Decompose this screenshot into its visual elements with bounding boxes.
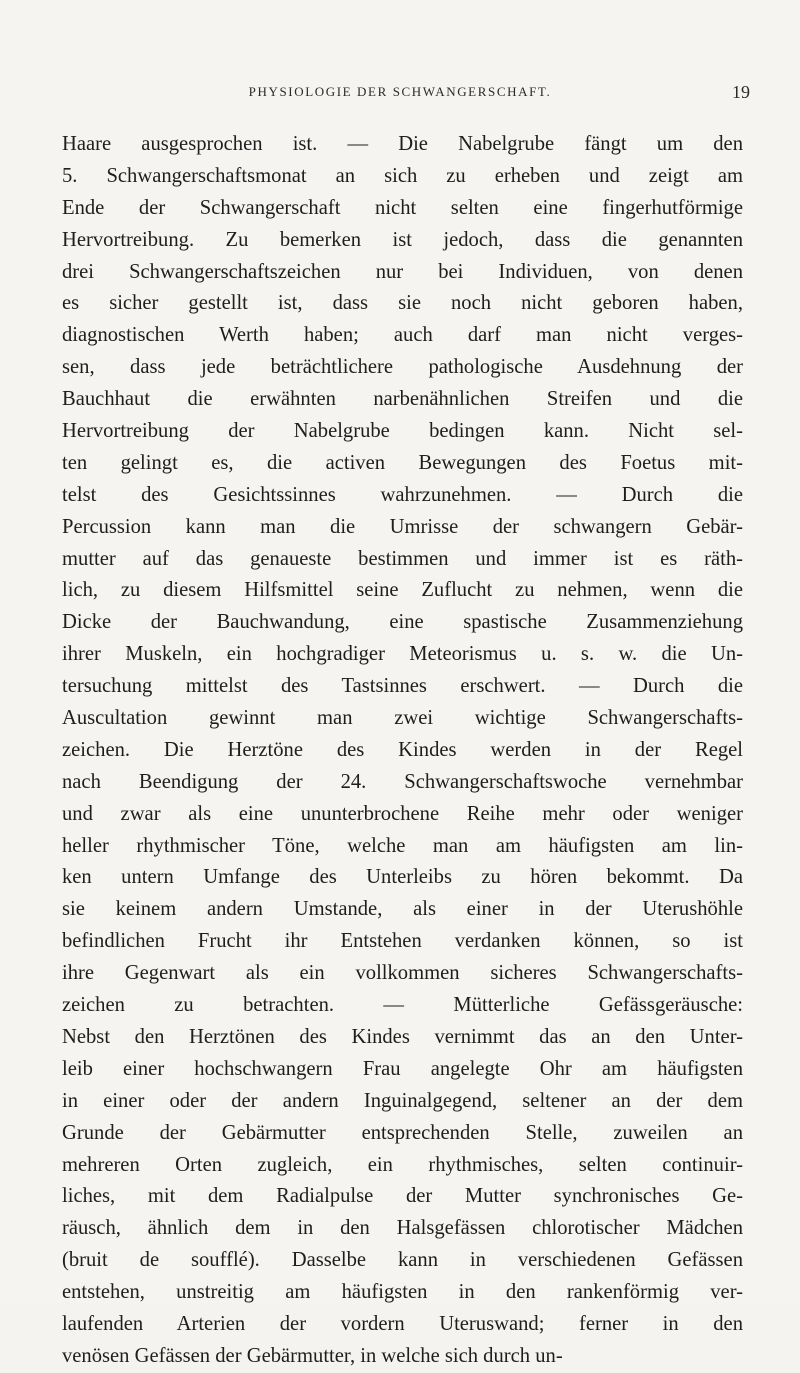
text-line: Haare ausgesprochen ist. — Die Nabelgrube fängt um den xyxy=(62,133,743,155)
text-line: Percussion kann man die Umrisse der schwangern Gebär- xyxy=(62,515,743,538)
text-line: nach Beendigung der 24. Schwangerschaftswoche vernehmbar xyxy=(62,770,743,793)
text-line: leib einer hochschwangern Frau angelegte Ohr am häufigsten xyxy=(62,1057,743,1080)
text-line: ihre Gegenwart als ein vollkommen sicheres Schwangerschafts- xyxy=(62,962,743,985)
text-line: laufenden Arterien der vordern Uteruswand; ferner in den xyxy=(62,1312,743,1335)
text-line: Hervortreibung der Nabelgrube bedingen kann. Nicht sel- xyxy=(62,420,743,443)
text-line: drei Schwangerschaftszeichen nur bei Individuen, von denen xyxy=(62,260,743,283)
text-line: mutter auf das genaueste bestimmen und immer ist es räth- xyxy=(62,547,743,570)
text-line: zeichen. Die Herztöne des Kindes werden in der Regel xyxy=(62,738,743,761)
text-line: Bauchhaut die erwähnten narbenähnlichen Streifen und die xyxy=(62,388,743,411)
text-line: ihrer Muskeln, ein hochgradiger Meteorismus u. s. w. die Un- xyxy=(62,643,743,666)
text-line: befindlichen Frucht ihr Entstehen verdanken können, so ist xyxy=(62,930,743,953)
text-line: in einer oder der andern Inguinalgegend, seltener an der dem xyxy=(62,1089,743,1112)
text-line: es sicher gestellt ist, dass sie noch nicht geboren haben, xyxy=(62,292,743,315)
text-line: zeichen zu betrachten. — Mütterliche Gefässgeräusche: xyxy=(62,994,743,1017)
running-title: PHYSIOLOGIE DER SCHWANGERSCHAFT. xyxy=(248,84,552,99)
text-line: räusch, ähnlich dem in den Halsgefässen chlorotischer Mädchen xyxy=(62,1217,743,1240)
text-line: und zwar als eine ununterbrochene Reihe mehr oder weniger xyxy=(62,802,743,825)
text-line: Grunde der Gebärmutter entsprechenden Stelle, zuweilen an xyxy=(62,1121,743,1144)
text-line: 5. Schwangerschaftsmonat an sich zu erheben und zeigt am xyxy=(62,164,743,187)
text-line: sen, dass jede beträchtlichere pathologische Ausdehnung der xyxy=(62,356,743,379)
text-line: heller rhythmischer Töne, welche man am häufigsten am lin- xyxy=(62,834,743,857)
text-line: liches, mit dem Radialpulse der Mutter synchronisches Ge- xyxy=(62,1185,743,1208)
text-line: diagnostischen Werth haben; auch darf man nicht verges- xyxy=(62,324,743,347)
text-line: ken untern Umfange des Unterleibs zu hören bekommt. Da xyxy=(62,866,743,889)
text-line: mehreren Orten zugleich, ein rhythmisches, selten continuir- xyxy=(62,1153,743,1176)
text-line: (bruit de soufflé). Dasselbe kann in verschiedenen Gefässen xyxy=(62,1249,743,1272)
text-line: tersuchung mittelst des Tastsinnes erschwert. — Durch die xyxy=(62,675,743,698)
text-line: lich, zu diesem Hilfsmittel seine Zuflucht zu nehmen, wenn die xyxy=(62,579,743,602)
text-line: telst des Gesichtssinnes wahrzunehmen. — Durch die xyxy=(62,483,743,506)
text-line: Dicke der Bauchwandung, eine spastische Zusammenziehung xyxy=(62,611,743,634)
body-text xyxy=(62,129,743,1373)
page-number: 19 xyxy=(732,82,750,102)
text-line: Auscultation gewinnt man zwei wichtige Schwangerschafts- xyxy=(62,707,743,730)
text-line: sie keinem andern Umstande, als einer in der Uterushöhle xyxy=(62,898,743,921)
text-line: Hervortreibung. Zu bemerken ist jedoch, dass die genannten xyxy=(62,228,743,251)
text-line: Nebst den Herztönen des Kindes vernimmt das an den Unter- xyxy=(62,1025,743,1048)
text-line: entstehen, unstreitig am häufigsten in den rankenförmig ver- xyxy=(62,1281,743,1304)
text-line: venösen Gefässen der Gebärmutter, in welche sich durch un- xyxy=(62,1344,563,1367)
running-head xyxy=(0,84,800,106)
text-line: ten gelingt es, die activen Bewegungen des Foetus mit- xyxy=(62,451,743,474)
text-line: Ende der Schwangerschaft nicht selten eine fingerhutförmige xyxy=(62,196,743,219)
